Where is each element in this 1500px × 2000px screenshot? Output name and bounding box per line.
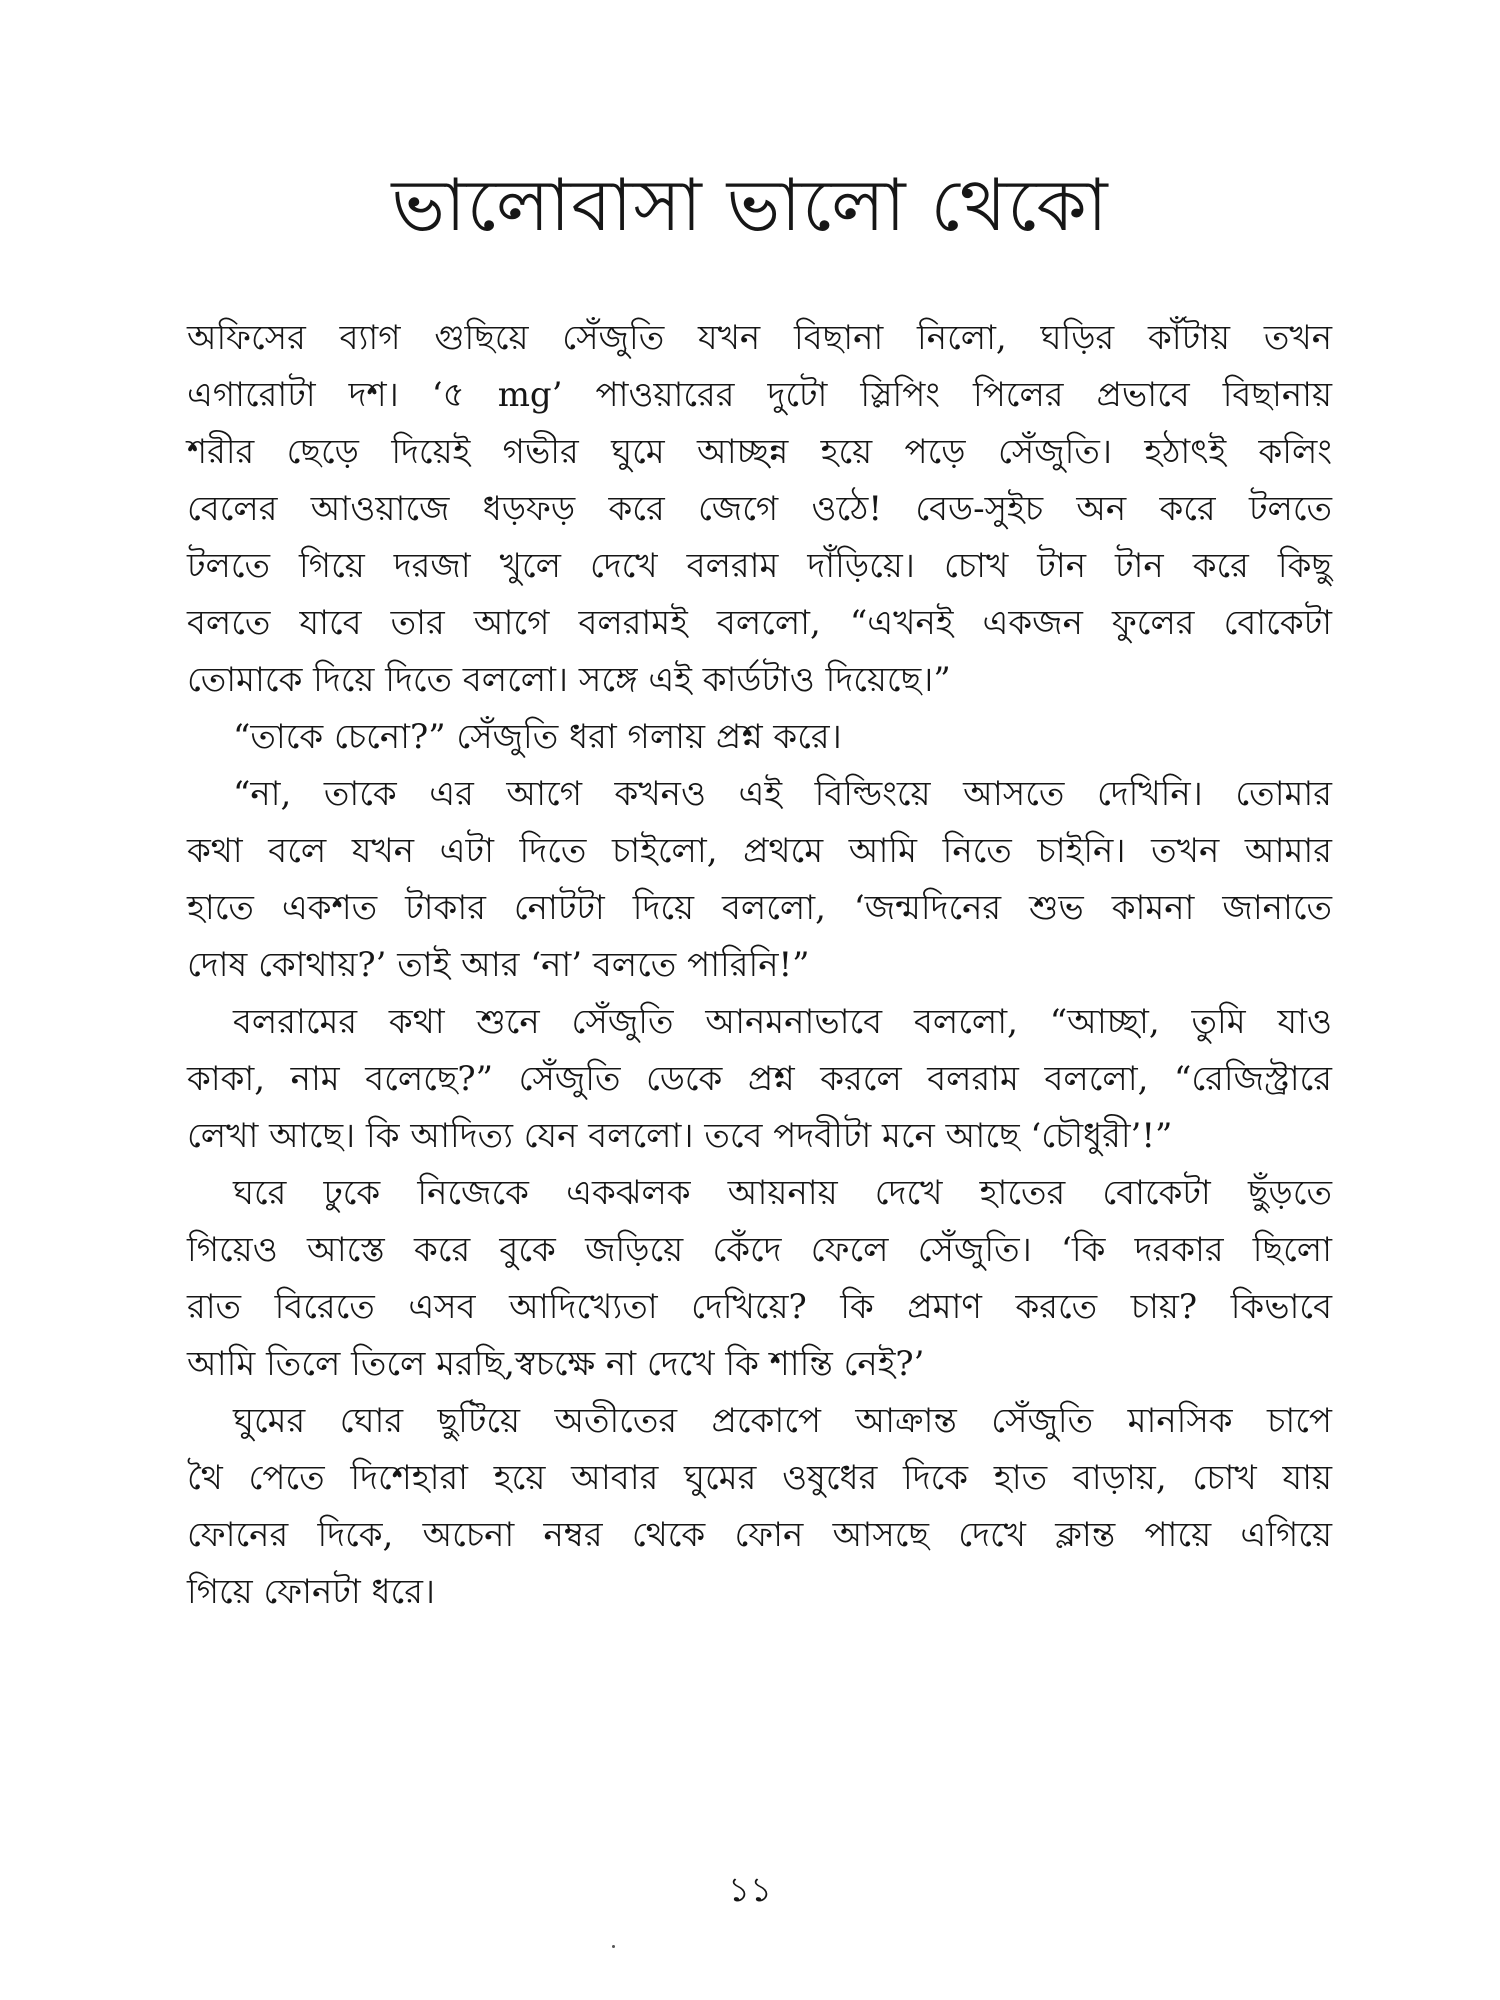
text-line: বলরামের কথা শুনে সেঁজুতি আনমনাভাবে বললো, “আচ্ছা, তুমি যাও (233, 1002, 1332, 1042)
text-line: গিয়ে ফোনটা ধরে। (187, 1572, 436, 1612)
text-line: এগারোটা দশ। ‘৫ mg’ পাওয়ারের দুটো স্লিপিং পিলের প্রভাবে বিছানায় (187, 375, 1332, 415)
text-line: কাকা, নাম বলেছে?” সেঁজুতি ডেকে প্রশ্ন করলে বলরাম বললো, “রেজিস্ট্রারে (187, 1059, 1332, 1099)
text-line: লেখা আছে। কি আদিত্য যেন বললো। তবে পদবীটা মনে আছে ‘চৌধুরী’!” (187, 1116, 1173, 1156)
text-line: দোষ কোথায়?’ তাই আর ‘না’ বলতে পারিনি!” (187, 945, 810, 985)
text-line: বেলের আওয়াজে ধড়ফড় করে জেগে ওঠে! বেড-সুইচ অন করে টলতে (187, 489, 1332, 529)
text-line: টলতে গিয়ে দরজা খুলে দেখে বলরাম দাঁড়িয়ে। চোখ টান টান করে কিছু (187, 546, 1332, 586)
story-body (187, 310, 1332, 1621)
story-title: ভালোবাসা ভালো থেকো (391, 163, 1109, 247)
text-line: ফোনের দিকে, অচেনা নম্বর থেকে ফোন আসছে দেখে ক্লান্ত পায়ে এগিয়ে (187, 1515, 1332, 1555)
text-line: অফিসের ব্যাগ গুছিয়ে সেঁজুতি যখন বিছানা নিলো, ঘড়ির কাঁটায় তখন (187, 318, 1332, 358)
text-line: শরীর ছেড়ে দিয়েই গভীর ঘুমে আচ্ছন্ন হয়ে পড়ে সেঁজুতি। হঠাৎই কলিং (187, 432, 1332, 472)
text-line: ঘুমের ঘোর ছুটিয়ে অতীতের প্রকোপে আক্রান্ত সেঁজুতি মানসিক চাপে (233, 1401, 1332, 1441)
text-line: থৈ পেতে দিশেহারা হয়ে আবার ঘুমের ওষুধের দিকে হাত বাড়ায়, চোখ যায় (187, 1458, 1332, 1498)
text-line: “তাকে চেনো?” সেঁজুতি ধরা গলায় প্রশ্ন করে। (233, 717, 842, 757)
page-number: ১১ (727, 1870, 773, 1910)
text-line: কথা বলে যখন এটা দিতে চাইলো, প্রথমে আমি নিতে চাইনি। তখন আমার (187, 831, 1332, 871)
text-line: তোমাকে দিয়ে দিতে বললো। সঙ্গে এই কার্ডটাও দিয়েছে।” (187, 660, 951, 700)
text-line: হাতে একশত টাকার নোটটা দিয়ে বললো, ‘জন্মদিনের শুভ কামনা জানাতে (187, 888, 1332, 928)
text-line: ঘরে ঢুকে নিজেকে একঝলক আয়নায় দেখে হাতের বোকেটা ছুঁড়তে (233, 1173, 1332, 1213)
print-speck (612, 1945, 615, 1948)
text-line: গিয়েও আস্তে করে বুকে জড়িয়ে কেঁদে ফেলে সেঁজুতি। ‘কি দরকার ছিলো (187, 1230, 1332, 1270)
text-line: রাত বিরেতে এসব আদিখ্যেতা দেখিয়ে? কি প্রমাণ করতে চায়? কিভাবে (187, 1287, 1332, 1327)
text-line: বলতে যাবে তার আগে বলরামই বললো, “এখনই একজন ফুলের বোকেটা (187, 603, 1332, 643)
text-line: “না, তাকে এর আগে কখনও এই বিল্ডিংয়ে আসতে দেখিনি। তোমার (233, 774, 1332, 814)
text-line: আমি তিলে তিলে মরছি,স্বচক্ষে না দেখে কি শান্তি নেই?’ (187, 1344, 925, 1384)
